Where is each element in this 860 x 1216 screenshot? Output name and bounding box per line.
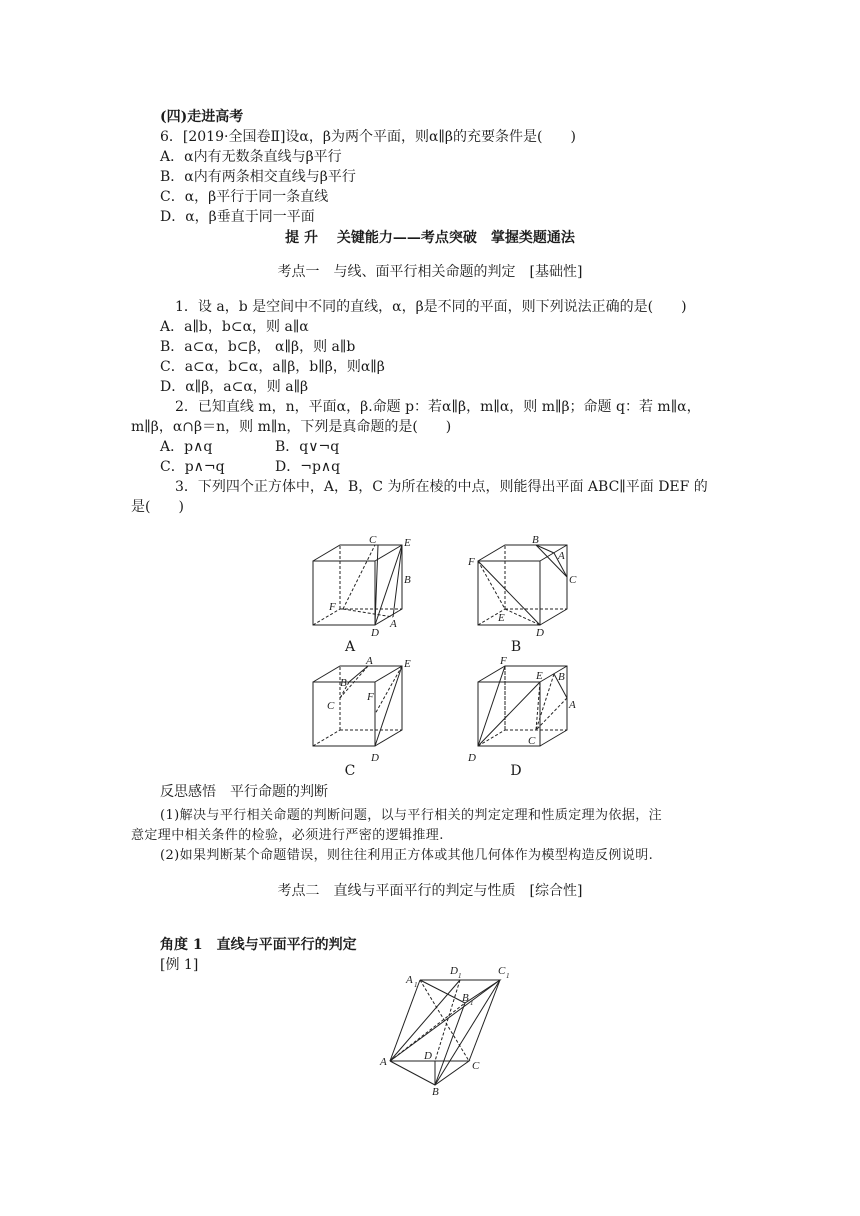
figure-caption-b: B — [510, 639, 522, 655]
angle-1-title: 角度 1 直线与平面平行的判定 — [160, 937, 357, 953]
reflection-title — [160, 782, 328, 802]
kaodian-2-title: 考点二 直线与平面平行的判定与性质 [综合性] — [277, 883, 583, 899]
question-6: 6．[2019·全国卷Ⅱ]设α，β为两个平面，则α∥β的充要条件是( ) — [160, 129, 576, 145]
q2-option-a: A．p∧q — [160, 439, 213, 455]
label-e: E — [404, 658, 411, 670]
q1-option-c: C．a⊂α，b⊂α，a∥β，b∥β，则α∥β — [160, 359, 385, 375]
label-d: D — [424, 1050, 432, 1062]
label-f: F — [468, 556, 475, 568]
cube-figure-c — [305, 656, 425, 770]
label-a1: A — [406, 974, 413, 986]
label-c1: C — [498, 965, 506, 977]
reflection-title-text: 反思感悟 平行命题的判断 — [160, 784, 328, 800]
q6-option-b: B．α内有两条相交直线与β平行 — [160, 169, 356, 185]
label-d: D — [371, 627, 379, 639]
q1-option-b: B．a⊂α，b⊂β， α∥β，则 a∥b — [160, 339, 356, 355]
label-a: A — [558, 550, 565, 562]
prism-figure — [378, 965, 518, 1099]
label-b: B — [432, 1086, 439, 1098]
label-a1-sub: 1 — [414, 981, 418, 989]
question-3-line1: 3．下列四个正方体中，A，B，C 为所在棱的中点，则能得出平面 ABC∥平面 DEF 的 — [175, 479, 708, 495]
label-f: F — [329, 601, 336, 613]
figure-caption-c: C — [344, 763, 356, 779]
q6-option-d: D．α，β垂直于同一平面 — [160, 209, 315, 225]
example-1-label: [例 1] — [160, 957, 199, 973]
question-3-line2: 是( ) — [131, 499, 184, 515]
label-b: B — [340, 677, 347, 689]
label-b: B — [532, 534, 539, 546]
question-1: 1．设 a，b 是空间中不同的直线，α，β是不同的平面，则下列说法正确的是( ) — [175, 299, 687, 315]
label-f: F — [367, 691, 374, 703]
reflection-point-1-line1: (1)解决与平行相关命题的判断问题，以与平行相关的判定定理和性质定理为依据，注 — [160, 808, 663, 823]
cube-figure-d — [470, 656, 590, 770]
reflection-point-2: (2)如果判断某个命题错误，则往往利用正方体或其他几何体作为模型构造反例说明. — [160, 848, 654, 863]
q1-option-d: D．α∥β，a⊂α，则 a∥β — [160, 379, 309, 395]
label-d1: D — [450, 965, 458, 977]
q6-option-a: A．α内有无数条直线与β平行 — [160, 149, 342, 165]
q6-option-c: C．α，β平行于同一条直线 — [160, 189, 329, 205]
label-c: C — [327, 700, 335, 712]
label-c: C — [528, 735, 536, 747]
section-4-title: (四)走进高考 — [160, 109, 244, 125]
label-a: A — [390, 618, 397, 630]
q2-option-d: D．¬p∧q — [275, 459, 341, 475]
question-2-line1: 2．已知直线 m，n，平面α，β.命题 p：若α∥β，m∥α，则 m∥β；命题 q：若 m∥α， — [175, 399, 701, 415]
label-d1-sub: 1 — [458, 972, 462, 980]
cube-figure-b — [470, 535, 590, 649]
label-a: A — [380, 1056, 387, 1068]
label-b1-sub: 1 — [470, 999, 474, 1007]
reflection-point-1-line2: 意定理中相关条件的检验，必须进行严密的逻辑推理. — [131, 828, 444, 843]
cube-figure-a — [305, 535, 425, 649]
label-c: C — [569, 574, 577, 586]
q2-option-b: B．q∨¬q — [275, 439, 340, 455]
label-d: D — [468, 752, 476, 764]
label-d: D — [536, 627, 544, 639]
label-d: D — [371, 752, 379, 764]
label-c: C — [472, 1060, 480, 1072]
label-e: E — [536, 670, 543, 682]
label-e: E — [404, 537, 411, 549]
q2-option-c: C．p∧¬q — [160, 459, 225, 475]
label-b1: B — [462, 992, 469, 1004]
label-b: B — [558, 671, 565, 683]
label-a: A — [569, 699, 576, 711]
question-2-line2: m∥β，α∩β＝n，则 m∥n，下列是真命题的是( ) — [131, 419, 452, 435]
label-e: E — [498, 612, 505, 624]
kaodian-1-title: 考点一 与线、面平行相关命题的判定 [基础性] — [277, 264, 583, 280]
figure-caption-d: D — [510, 763, 522, 779]
label-c: C — [369, 534, 377, 546]
q1-option-a: A．a∥b，b⊂α，则 a∥α — [160, 319, 309, 335]
label-f: F — [500, 655, 507, 667]
label-a: A — [366, 655, 373, 667]
section-heading: 提 升 关键能力——考点突破 掌握类题通法 — [285, 230, 575, 246]
figure-caption-a: A — [344, 639, 356, 655]
label-c1-sub: 1 — [506, 972, 510, 980]
label-b: B — [404, 574, 411, 586]
